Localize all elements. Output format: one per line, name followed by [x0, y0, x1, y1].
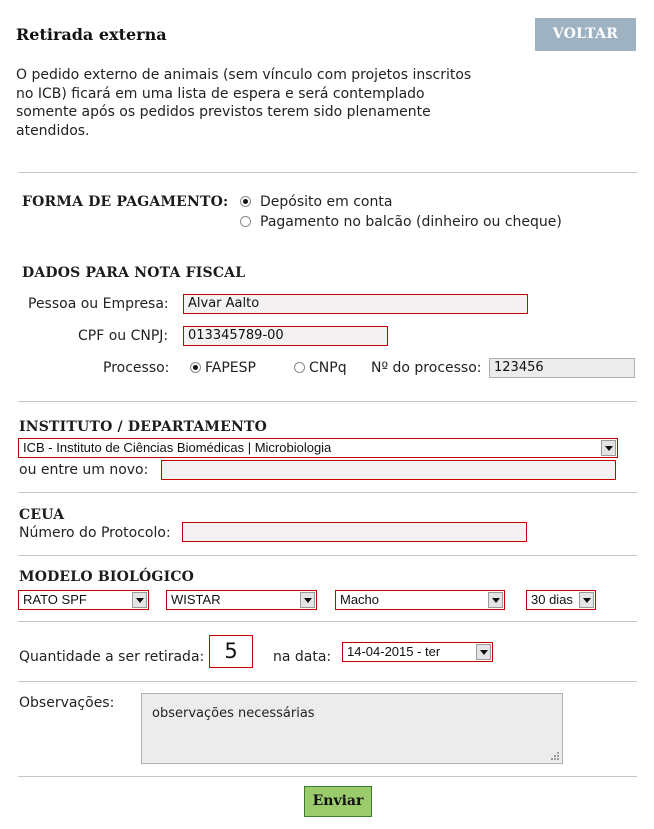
divider: [18, 555, 637, 556]
quantity-label: Quantidade a ser retirada:: [19, 649, 205, 665]
intro-text: O pedido externo de animais (sem vínculo com projetos inscritos no ICB) ficará em uma lista de espera e será contemplado somente após os pedidos previstos terem sido plenamente atendidos.: [16, 67, 472, 139]
submit-button[interactable]: Enviar: [304, 786, 372, 817]
age-select-value: 30 dias: [531, 592, 573, 607]
date-select-value: 14-04-2015 - ter: [347, 644, 441, 659]
divider: [18, 681, 637, 682]
payment-heading: FORMA DE PAGAMENTO:: [22, 194, 229, 210]
ceua-heading: CEUA: [19, 507, 65, 523]
strain-select-value: WISTAR: [171, 592, 221, 607]
institute-select-value: ICB - Instituto de Ciências Biomédicas | Microbiologia: [23, 440, 332, 455]
cpf-input[interactable]: 013345789-00: [183, 326, 388, 346]
person-label: Pessoa ou Empresa:: [28, 296, 169, 312]
quantity-input[interactable]: 5: [209, 635, 253, 668]
institute-heading: INSTITUTO / DEPARTAMENTO: [19, 419, 267, 435]
process-label: Processo:: [103, 360, 170, 376]
person-input[interactable]: Alvar Aalto: [183, 294, 528, 314]
chevron-down-icon: [601, 440, 616, 456]
date-select[interactable]: [342, 642, 493, 662]
strain-select[interactable]: [166, 590, 317, 610]
process-number-input[interactable]: 123456: [489, 358, 635, 378]
institute-new-label: ou entre um novo:: [19, 462, 149, 478]
divider: [18, 172, 637, 173]
payment-deposit-radio[interactable]: [240, 196, 251, 207]
species-select-value: RATO SPF: [23, 592, 87, 607]
chevron-down-icon: [579, 592, 594, 608]
divider: [18, 776, 637, 777]
invoice-heading: DADOS PARA NOTA FISCAL: [22, 265, 246, 281]
institute-new-input[interactable]: [161, 460, 616, 480]
cpf-label: CPF ou CNPJ:: [78, 328, 169, 344]
protocol-label: Número do Protocolo:: [19, 525, 171, 541]
page-title: Retirada externa: [16, 25, 167, 44]
process-cnpq-radio[interactable]: [294, 362, 305, 373]
chevron-down-icon: [300, 592, 315, 608]
payment-deposit-label: Depósito em conta: [260, 194, 393, 210]
process-fapesp-label: FAPESP: [205, 360, 256, 376]
model-heading: MODELO BIOLÓGICO: [19, 569, 195, 585]
chevron-down-icon: [488, 592, 503, 608]
species-select[interactable]: [18, 590, 149, 610]
back-button[interactable]: VOLTAR: [535, 18, 636, 51]
observations-label: Observações:: [19, 695, 115, 711]
date-label: na data:: [273, 649, 332, 665]
age-select[interactable]: [526, 590, 596, 610]
sex-select-value: Macho: [340, 592, 380, 607]
institute-select[interactable]: [18, 438, 618, 458]
payment-counter-radio[interactable]: [240, 216, 251, 227]
divider: [18, 492, 637, 493]
sex-select[interactable]: [335, 590, 505, 610]
protocol-input[interactable]: [182, 522, 527, 542]
divider: [18, 401, 637, 402]
process-cnpq-label: CNPq: [309, 360, 347, 376]
process-fapesp-radio[interactable]: [190, 362, 201, 373]
chevron-down-icon: [476, 644, 491, 660]
observations-textarea[interactable]: [141, 693, 563, 764]
resize-grip-icon[interactable]: [549, 750, 560, 761]
process-number-label: Nº do processo:: [371, 360, 482, 376]
chevron-down-icon: [132, 592, 147, 608]
payment-counter-label: Pagamento no balcão (dinheiro ou cheque): [260, 214, 562, 230]
divider: [18, 621, 637, 622]
observations-text: observações necessárias: [152, 706, 315, 721]
